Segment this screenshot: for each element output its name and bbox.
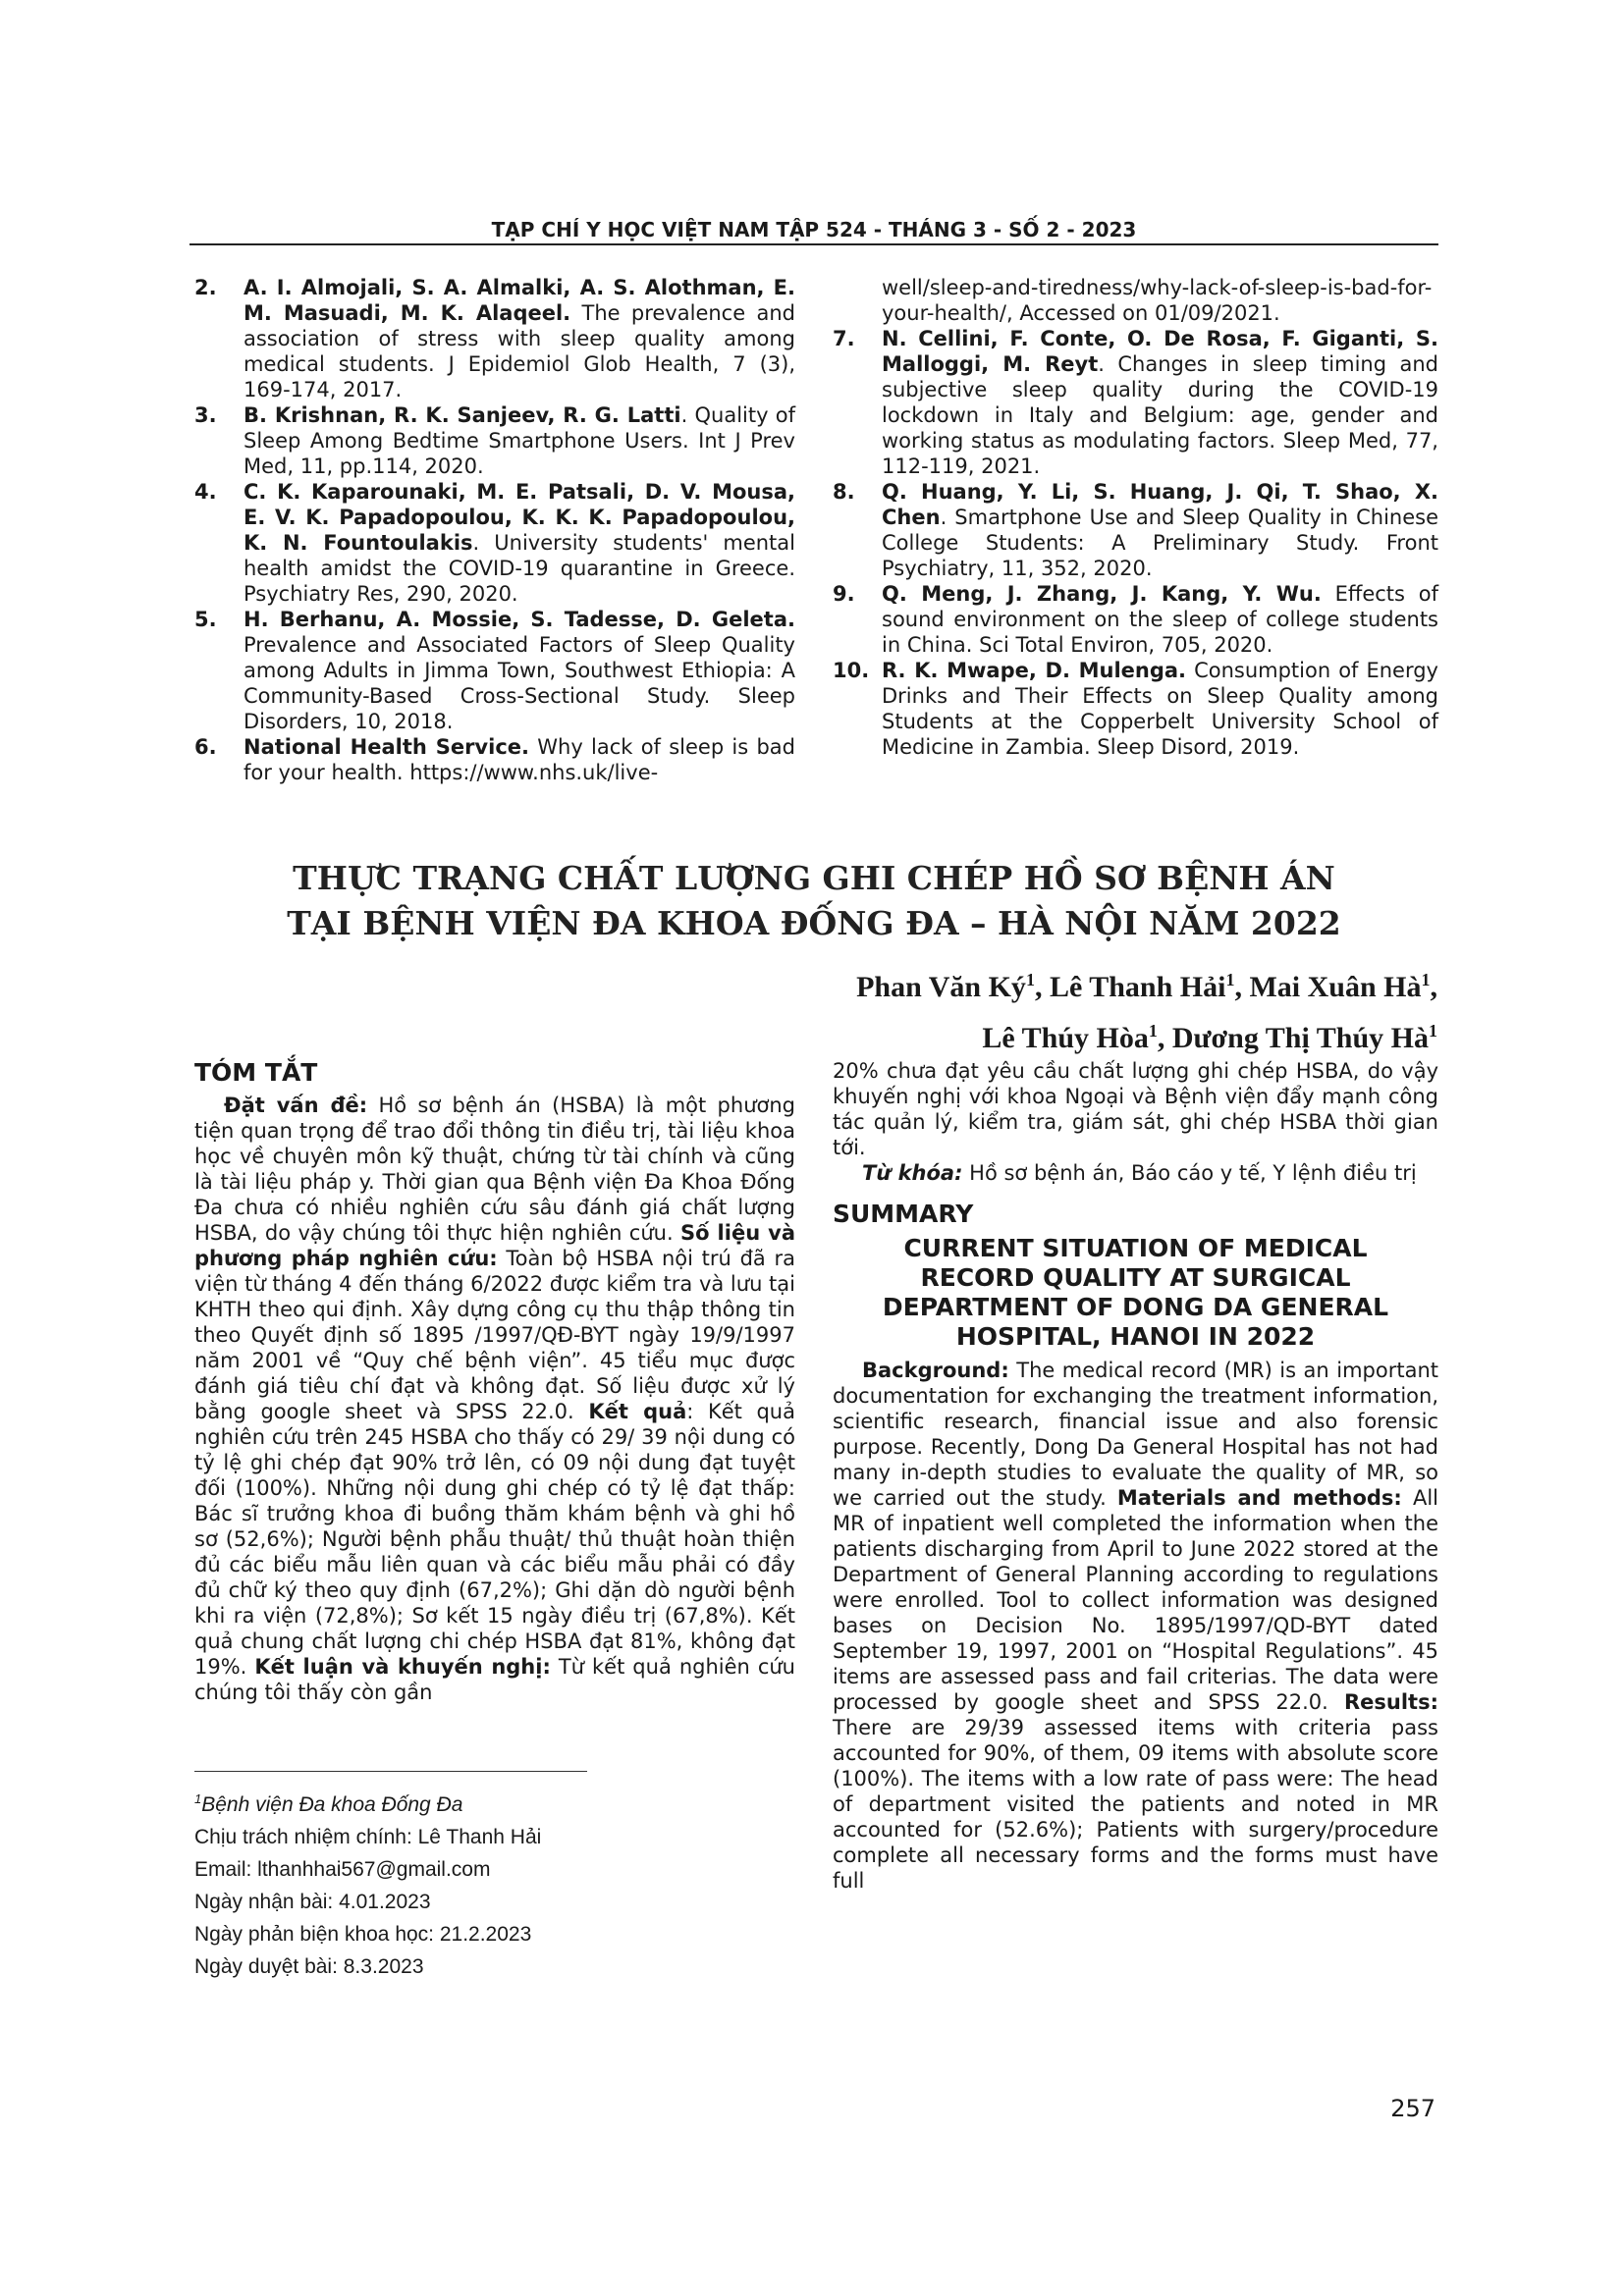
summary-label: Materials and methods: bbox=[1116, 1486, 1402, 1510]
abstract-text: Toàn bộ HSBA nội trú đã ra viện từ tháng 4 đến tháng 6/2022 được kiểm tra và lưu tại KHTH theo qui định. Xây dựng công cụ thu thập thông tin theo Quyết định số 1895 /1997/QĐ-BYT ngày 19/9/1997 năm 2001 về “Quy chế bệnh viện”. 45 tiểu mục được đánh giá tiêu chí đạt và không đạt. Số liệu được xử lý bằng google sheet và SPSS 22.0. bbox=[194, 1247, 795, 1423]
footnote-email: Email: lthanhhai567@gmail.com bbox=[194, 1858, 491, 1881]
keywords-label: Từ khóa: bbox=[862, 1161, 963, 1185]
reference-authors: Q. Meng, J. Zhang, J. Kang, Y. Wu. bbox=[882, 582, 1322, 606]
references-right bbox=[833, 275, 1438, 760]
reference-item bbox=[833, 326, 1438, 479]
reference-authors: C. K. Kaparounaki, M. E. Patsali, D. V. Mousa, E. V. K. Papadopoulou, K. K. K. Papadopoulou, K. N. Fountoulakis bbox=[244, 480, 795, 555]
journal-header: TẠP CHÍ Y HỌC VIỆT NAM TẬP 524 - THÁNG 3 - SỐ 2 - 2023 bbox=[491, 218, 1137, 241]
reference-text: Why lack of sleep is bad for your health. https://www.nhs.uk/live- bbox=[244, 735, 795, 784]
summary-label: Background: bbox=[862, 1359, 1009, 1382]
authors-line bbox=[554, 1009, 1437, 1060]
abstract-label: Kết luận và khuyến nghị: bbox=[254, 1655, 551, 1679]
reference-number: 10. bbox=[833, 659, 870, 682]
article-title-line: THỰC TRẠNG CHẤT LƯỢNG GHI CHÉP HỒ SƠ BỆNH ÁN bbox=[293, 859, 1335, 897]
reference-number: 6. bbox=[194, 735, 217, 759]
reference-item bbox=[194, 607, 795, 734]
reference-authors: N. Cellini, F. Conte, O. De Rosa, F. Giganti, S. Malloggi, M. Reyt bbox=[882, 327, 1438, 376]
author-affiliation-mark: 1 bbox=[1025, 970, 1035, 989]
references-left bbox=[194, 275, 795, 785]
footnote-affiliation bbox=[194, 1783, 795, 1821]
page-number: 257 bbox=[1390, 2095, 1435, 2122]
article-title-line: TẠI BỆNH VIỆN ĐA KHOA ĐỐNG ĐA – HÀ NỘI NĂM 2022 bbox=[287, 904, 1341, 942]
abstract-text: Hồ sơ bệnh án (HSBA) là một phương tiện quan trọng để trao đổi thông tin điều trị, tài liệu khoa học về chuyên môn kỹ thuật, chứng từ tài chính và cũng là tài liệu pháp y. Thời gian qua Bệnh viện Đa Khoa Đống Đa chưa có nhiều nghiên cứu sâu đánh giá chất lượng HSBA, do vậy chúng tôi thực hiện nghiên cứu. bbox=[194, 1094, 795, 1245]
reference-item bbox=[833, 479, 1438, 581]
reference-text: The prevalence and association of stress with sleep quality among medical students. J Epidemiol Glob Health, 7 (3), 169-174, 2017. bbox=[244, 301, 795, 401]
affiliation-mark: 1 bbox=[194, 1791, 202, 1806]
summary-paragraph bbox=[833, 1358, 1438, 1894]
reference-item bbox=[194, 275, 795, 402]
author-name: Dương Thị Thúy Hà bbox=[1171, 1022, 1429, 1054]
reference-text: . University students' mental health amidst the COVID-19 quarantine in Greece. Psychiatry Res, 290, 2020. bbox=[244, 531, 795, 606]
abstract-vietnamese bbox=[194, 1058, 795, 1705]
reference-number: 9. bbox=[833, 582, 855, 606]
footnote-received: Ngày nhận bài: 4.01.2023 bbox=[194, 1891, 431, 1913]
abstract-continuation: 20% chưa đạt yêu cầu chất lượng ghi chép HSBA, do vậy khuyến nghị với khoa Ngoại và Bệnh viện đẩy mạnh công tác quản lý, kiểm tra, giám sát, ghi chép HSBA thời gian tới. bbox=[833, 1059, 1438, 1159]
reference-text: Consumption of Energy Drinks and Their Effects on Sleep Quality among Students at the Copperbelt University School of Medicine in Zambia. Sleep Disord, 2019. bbox=[882, 659, 1438, 759]
author-name: Mai Xuân Hà bbox=[1249, 971, 1422, 1003]
summary-heading: SUMMARY bbox=[833, 1200, 974, 1228]
abstract-paragraph bbox=[194, 1093, 795, 1705]
author-name: Lê Thanh Hải bbox=[1049, 971, 1226, 1003]
abstract-label: Kết quả bbox=[588, 1400, 687, 1423]
author-affiliation-mark: 1 bbox=[1429, 1021, 1437, 1041]
abstract-label: Đặt vấn đề: bbox=[224, 1094, 368, 1117]
abstract-label: Số liệu và phương pháp nghiên cứu: bbox=[194, 1221, 795, 1270]
reference-item bbox=[833, 658, 1438, 760]
author-name: Lê Thúy Hòa bbox=[982, 1022, 1149, 1054]
reference-number: 4. bbox=[194, 480, 217, 504]
reference-text: Prevalence and Associated Factors of Sleep Quality among Adults in Jimma Town, Southwest Ethiopia: A Community-Based Cross-Sectional Study. Sleep Disorders, 10, 2018. bbox=[244, 633, 795, 733]
author-separator: , bbox=[1234, 971, 1250, 1003]
author-affiliation-mark: 1 bbox=[1421, 970, 1431, 989]
footnote-rule bbox=[194, 1771, 587, 1772]
article-authors bbox=[554, 958, 1437, 1060]
reference-authors: R. K. Mwape, D. Mulenga. bbox=[882, 659, 1187, 682]
keywords-text: Hồ sơ bệnh án, Báo cáo y tế, Y lệnh điều trị bbox=[962, 1161, 1417, 1185]
keywords bbox=[833, 1160, 1438, 1186]
reference-number: 7. bbox=[833, 327, 855, 350]
abstract-text: Từ kết quả nghiên cứu chúng tôi thấy còn gần bbox=[194, 1655, 795, 1704]
reference-authors: Q. Huang, Y. Li, S. Huang, J. Qi, T. Shao, X. Chen bbox=[882, 480, 1438, 529]
authors-line bbox=[554, 958, 1437, 1009]
reference-text: . Smartphone Use and Sleep Quality in Chinese College Students: A Preliminary Study. Front Psychiatry, 11, 352, 2020. bbox=[882, 506, 1438, 580]
summary-text: All MR of inpatient well completed the information when the patients discharging from April to June 2022 stored at the Department of General Planning according to regulations were enrolled. Tool to collect information was designed bases on Decision No. 1895/1997/QD-BYT dated September 19, 1997, 2001 on “Hospital Regulations”. 45 items are assessed pass and fail criterias. The data were processed by google sheet and SPSS 22.0. bbox=[833, 1486, 1438, 1714]
reference-number: 2. bbox=[194, 276, 217, 299]
author-affiliation-mark: 1 bbox=[1225, 970, 1235, 989]
reference-authors: B. Krishnan, R. K. Sanjeev, R. G. Latti bbox=[244, 403, 681, 427]
reference-text: . Changes in sleep timing and subjective sleep quality during the COVID-19 lockdown in Italy and Belgium: age, gender and working status as modulating factors. Sleep Med, 77, 112-119, 2021. bbox=[882, 352, 1438, 478]
affiliation-text: Bệnh viện Đa khoa Đống Đa bbox=[201, 1793, 463, 1816]
abstract-heading: TÓM TẮT bbox=[194, 1058, 318, 1087]
reference-text: . Quality of Sleep Among Bedtime Smartphone Users. Int J Prev Med, 11, pp.114, 2020. bbox=[244, 403, 795, 478]
reference-item bbox=[833, 581, 1438, 658]
summary-title: CURRENT SITUATION OF MEDICAL RECORD QUALITY AT SURGICAL DEPARTMENT OF DONG DA GENERAL HOSPITAL, HANOI IN 2022 bbox=[882, 1234, 1389, 1351]
article-title bbox=[189, 856, 1438, 946]
author-name: Phan Văn Ký bbox=[856, 971, 1026, 1003]
author-separator: , bbox=[1430, 971, 1437, 1003]
reference-item bbox=[194, 402, 795, 479]
reference-continuation: well/sleep-and-tiredness/why-lack-of-sleep-is-bad-for-your-health/, Accessed on 01/09/2021. bbox=[882, 276, 1433, 325]
reference-number: 8. bbox=[833, 480, 855, 504]
footnote-reviewed: Ngày phản biện khoa học: 21.2.2023 bbox=[194, 1923, 532, 1946]
reference-number: 5. bbox=[194, 608, 217, 631]
author-separator: , bbox=[1157, 1022, 1172, 1054]
reference-item bbox=[194, 479, 795, 607]
reference-authors: A. I. Almojali, S. A. Almalki, A. S. Alothman, E. M. Masuadi, M. K. Alaqeel. bbox=[244, 276, 795, 325]
reference-number: 3. bbox=[194, 403, 217, 427]
author-separator: , bbox=[1034, 971, 1050, 1003]
summary-text: The medical record (MR) is an important documentation for exchanging the treatment information, scientific research, financial issue and also forensic purpose. Recently, Dong Da General Hospital has not had many in-depth studies to evaluate the quality of MR, so we carried out the study. bbox=[833, 1359, 1438, 1510]
footnotes bbox=[194, 1783, 795, 1983]
summary-label: Results: bbox=[1344, 1690, 1438, 1714]
reference-item bbox=[194, 734, 795, 785]
author-affiliation-mark: 1 bbox=[1148, 1021, 1158, 1041]
reference-authors: H. Berhanu, A. Mossie, S. Tadesse, D. Geleta. bbox=[244, 608, 795, 631]
abstract-text: : Kết quả nghiên cứu trên 245 HSBA cho thấy có 29/ 39 nội dung có tỷ lệ ghi chép đạt 90% trở lên, có 09 nội dung đạt tuyệt đối (100%). Những nội dung ghi chép có tỷ lệ đạt thấp: Bác sĩ trưởng khoa đi buồng thăm khám bệnh và ghi hồ sơ (52,6%); Người bệnh phẫu thuật/ thủ thuật hoàn thiện đủ các biểu mẫu liên quan và các biểu mẫu phải có đầy đủ chữ ký theo quy định (67,2%); Ghi dặn dò người bệnh khi ra viện (72,8%); Sơ kết 15 ngày điều trị (67,8%). Kết quả chung chất lượng chi chép HSBA đạt 81%, không đạt 19%. bbox=[194, 1400, 795, 1679]
footnote-approved: Ngày duyệt bài: 8.3.2023 bbox=[194, 1955, 424, 1978]
reference-text: Effects of sound environment on the sleep of college students in China. Sci Total Environ, 705, 2020. bbox=[882, 582, 1438, 657]
summary-text: There are 29/39 assessed items with criteria pass accounted for 90%, of them, 09 items with absolute score (100%). The items with a low rate of pass were: The head of department visited the patients and noted in MR accounted for (52.6%); Patients with surgery/procedure complete all necessary forms and the forms must have full bbox=[833, 1716, 1438, 1893]
header-rule bbox=[189, 243, 1438, 245]
abstract-right-column bbox=[833, 1058, 1438, 1894]
reference-authors: National Health Service. bbox=[244, 735, 529, 759]
footnote-responsible: Chịu trách nhiệm chính: Lê Thanh Hải bbox=[194, 1826, 542, 1848]
